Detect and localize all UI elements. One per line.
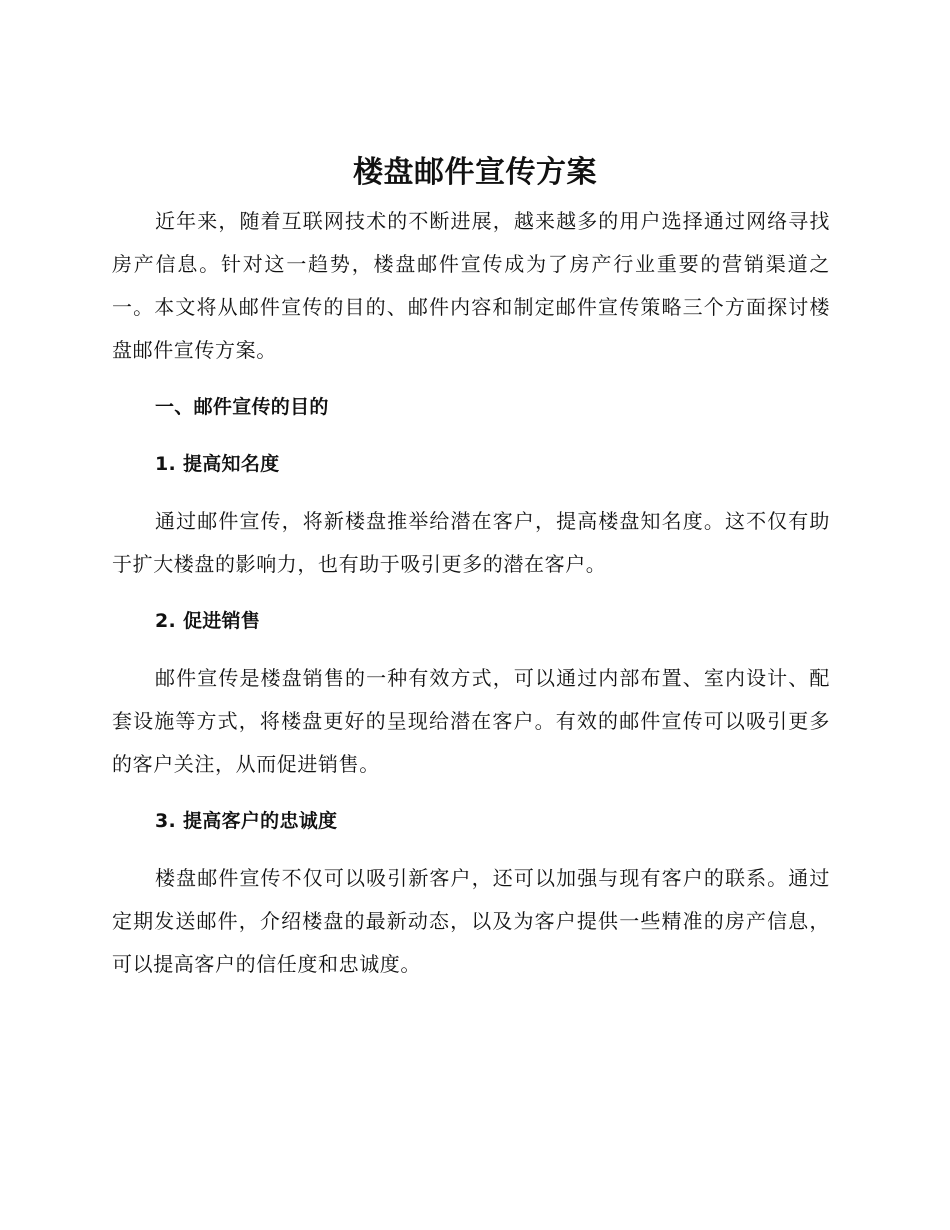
section-heading-purpose: 一、邮件宣传的目的	[155, 396, 329, 418]
subheading-loyalty: 3. 提高客户的忠诚度	[155, 810, 338, 832]
paragraph-awareness: 通过邮件宣传，将新楼盘推举给潜在客户，提高楼盘知名度。这不仅有助于扩大楼盘的影响力，也有助于吸引更多的潜在客户。	[112, 509, 830, 576]
subheading-awareness: 1. 提高知名度	[155, 453, 280, 475]
document-title: 楼盘邮件宣传方案	[353, 155, 597, 190]
spacer	[112, 786, 830, 800]
spacer	[112, 586, 830, 600]
spacer	[112, 643, 830, 657]
spacer	[112, 429, 830, 443]
paragraph-sales: 邮件宣传是楼盘销售的一种有效方式，可以通过内部布置、室内设计、配套设施等方式，将楼盘更好的呈现给潜在客户。有效的邮件宣传可以吸引更多的客户关注，从而促进销售。	[112, 666, 830, 776]
spacer	[112, 372, 830, 386]
spacer	[112, 843, 830, 857]
spacer	[112, 486, 830, 500]
intro-paragraph: 近年来，随着互联网技术的不断进展，越来越多的用户选择通过网络寻找房产信息。针对这一趋势，楼盘邮件宣传成为了房产行业重要的营销渠道之一。本文将从邮件宣传的目的、邮件内容和制定邮件宣传策略三个方面探讨楼盘邮件宣传方案。	[112, 209, 830, 362]
paragraph-loyalty: 楼盘邮件宣传不仅可以吸引新客户，还可以加强与现有客户的联系。通过定期发送邮件，介绍楼盘的最新动态，以及为客户提供一些精准的房产信息，可以提高客户的信任度和忠诚度。	[112, 866, 830, 976]
subheading-sales: 2. 促进销售	[155, 610, 261, 632]
